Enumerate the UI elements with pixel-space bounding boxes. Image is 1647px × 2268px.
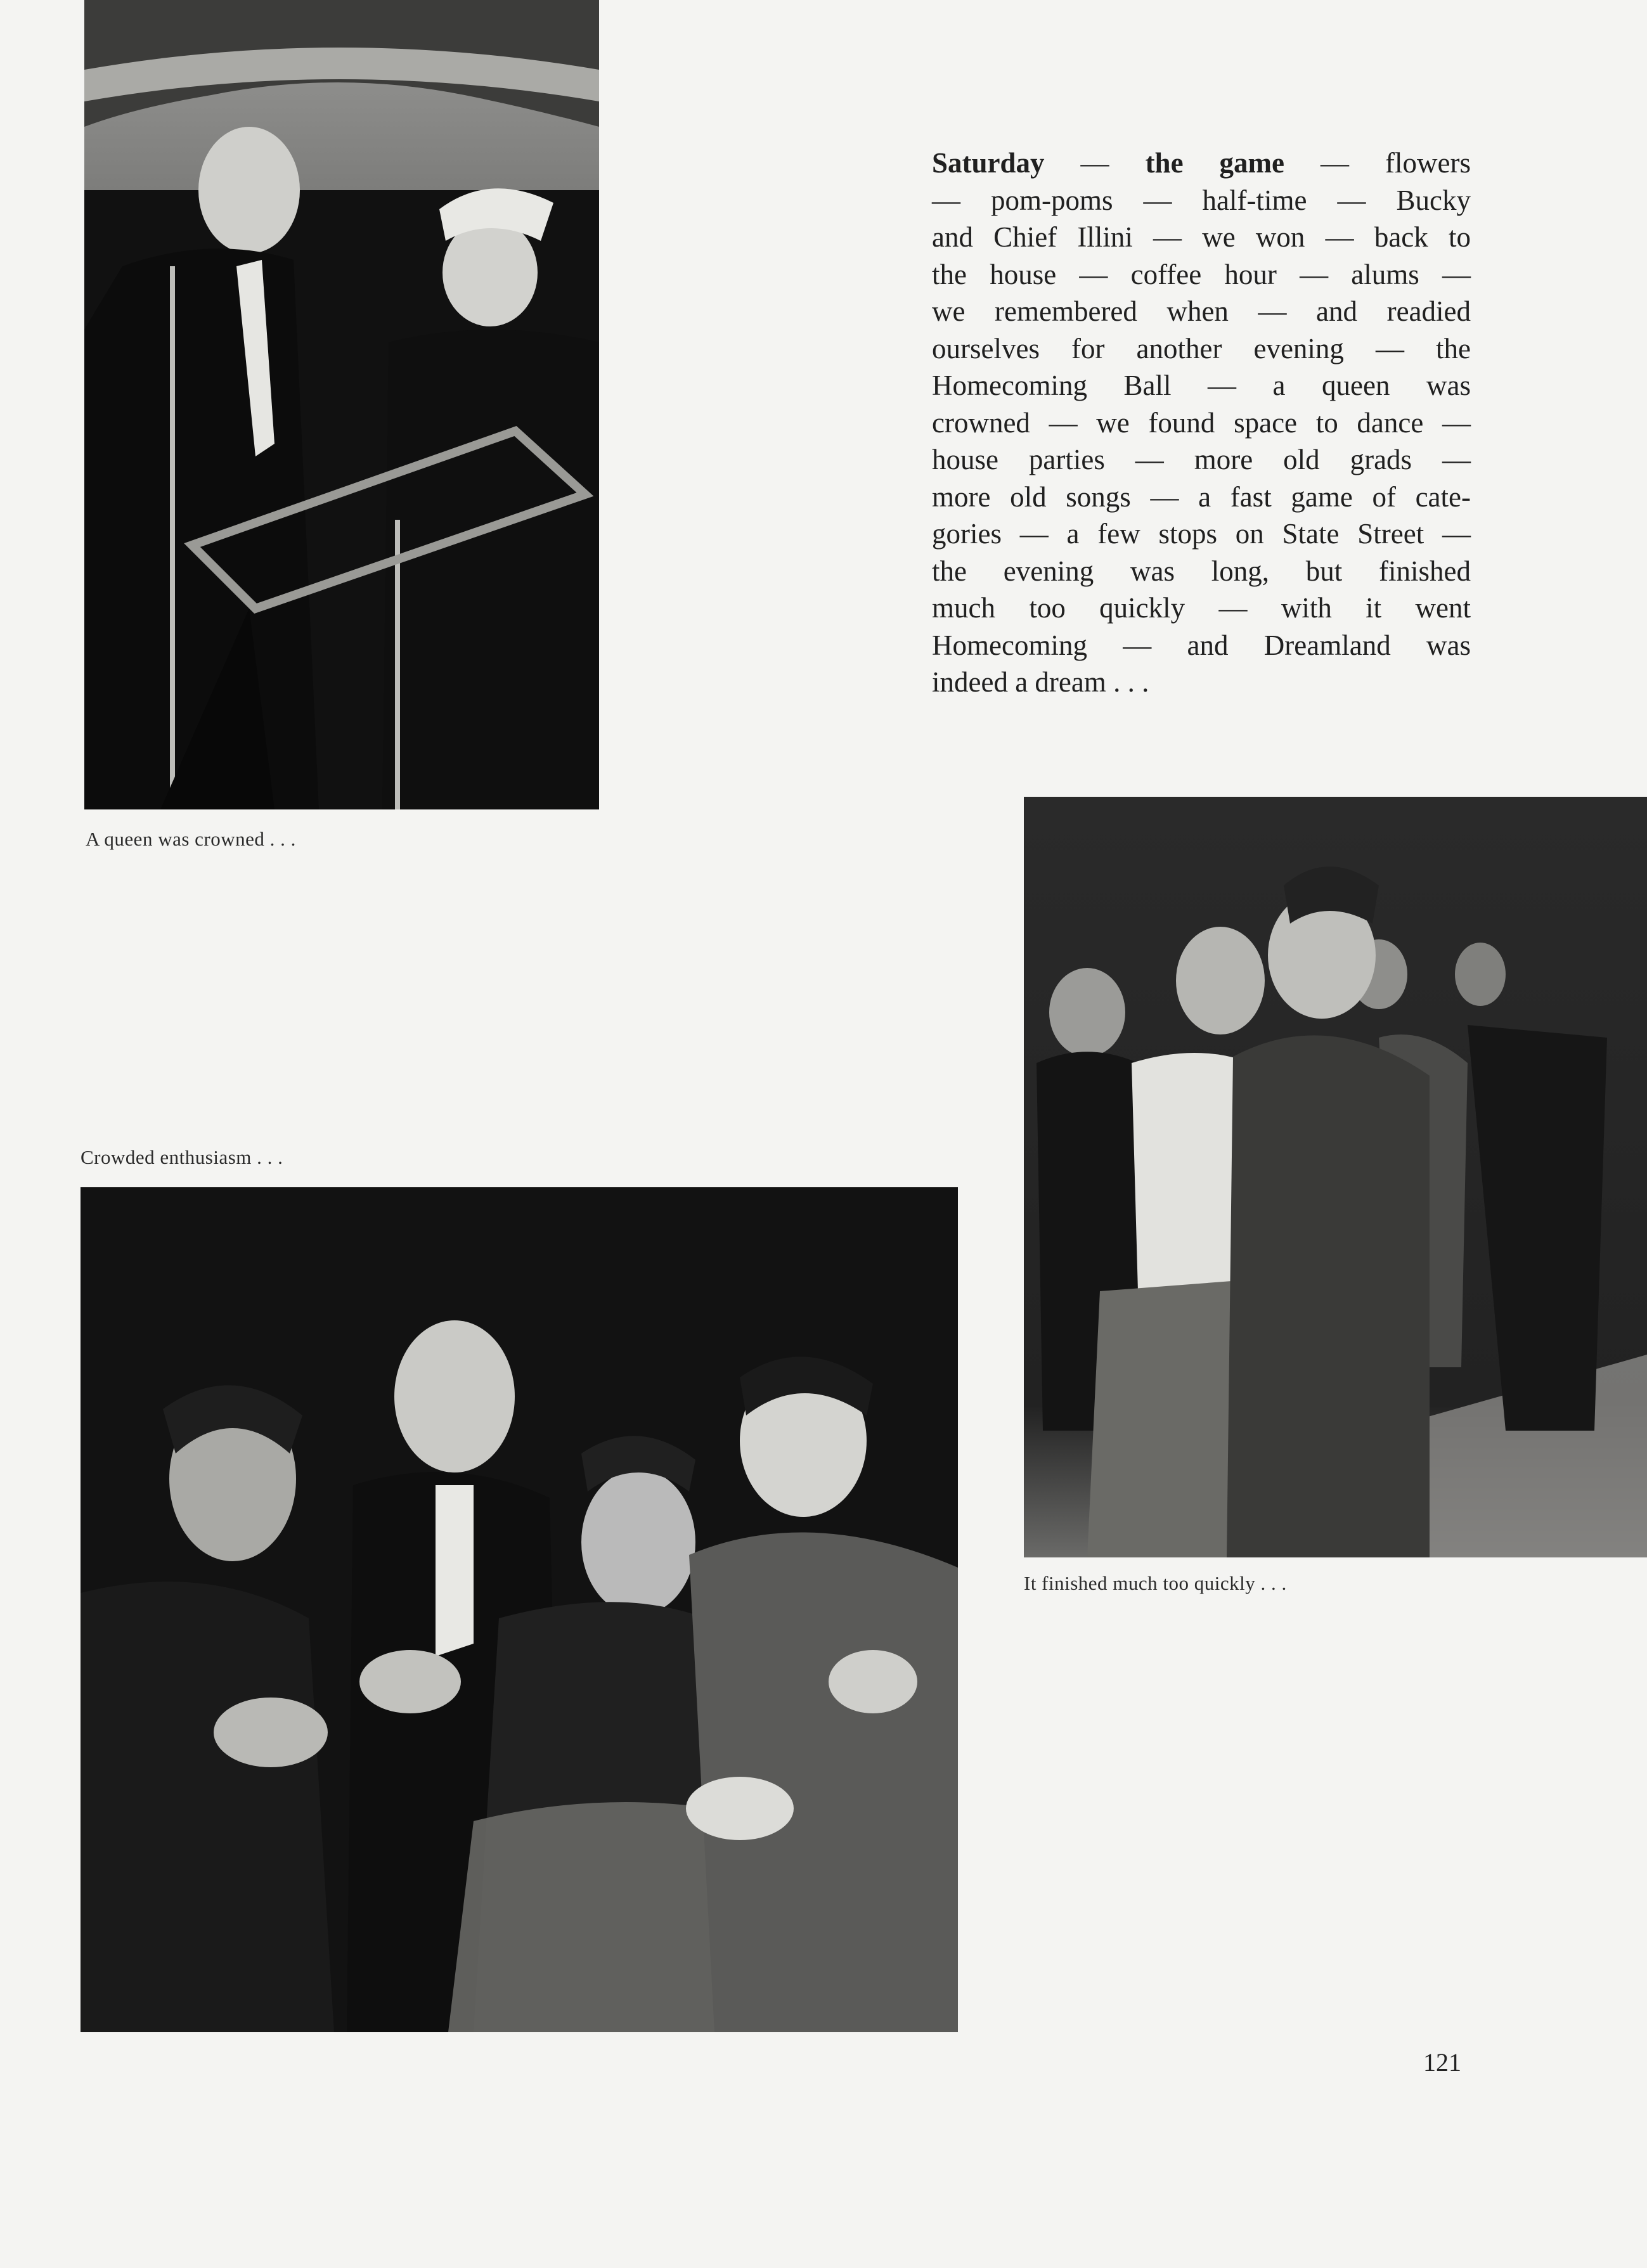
crowd-photo-caption: Crowded enthusiasm . . . (81, 1146, 283, 1168)
story-line: more old songs — a fast game of cate- (932, 480, 1471, 513)
story-line: gories — a few stops on State Street — (932, 518, 1471, 550)
dance-photo-caption: It finished much too quickly . . . (1024, 1572, 1287, 1594)
story-line: indeed a dream . . . (932, 666, 1149, 698)
story-line: the evening was long, but finished (932, 555, 1471, 587)
page-number: 121 (1423, 2048, 1461, 2077)
story-line: Homecoming Ball — a queen was (932, 370, 1471, 401)
story-lead-saturday: Saturday (932, 147, 1045, 179)
story-line: Homecoming — and Dreamland was (932, 629, 1471, 661)
story-line: and Chief Illini — we won — back to (932, 221, 1471, 253)
story-lead-game: the game (1145, 147, 1285, 179)
story-line: the house — coffee hour — alums — (932, 258, 1471, 290)
story-line: house parties — more old grads — (932, 444, 1471, 475)
story-line: we remembered when — and readied (932, 295, 1471, 327)
story-line: — pom-poms — half-time — Bucky (932, 184, 1471, 216)
story-line: crowned — we found space to dance — (932, 406, 1471, 439)
story-line: ourselves for another evening — the (932, 332, 1471, 364)
crowded-enthusiasm-photo (81, 1187, 958, 2032)
dancing-couple-photo (1024, 797, 1647, 1557)
queen-photo-caption: A queen was crowned . . . (86, 828, 296, 850)
story-line: Saturday — the game — flowers (932, 147, 1471, 179)
story-text (932, 145, 1471, 701)
queen-crowning-photo (84, 0, 599, 809)
story-line: much too quickly — with it went (932, 592, 1471, 624)
